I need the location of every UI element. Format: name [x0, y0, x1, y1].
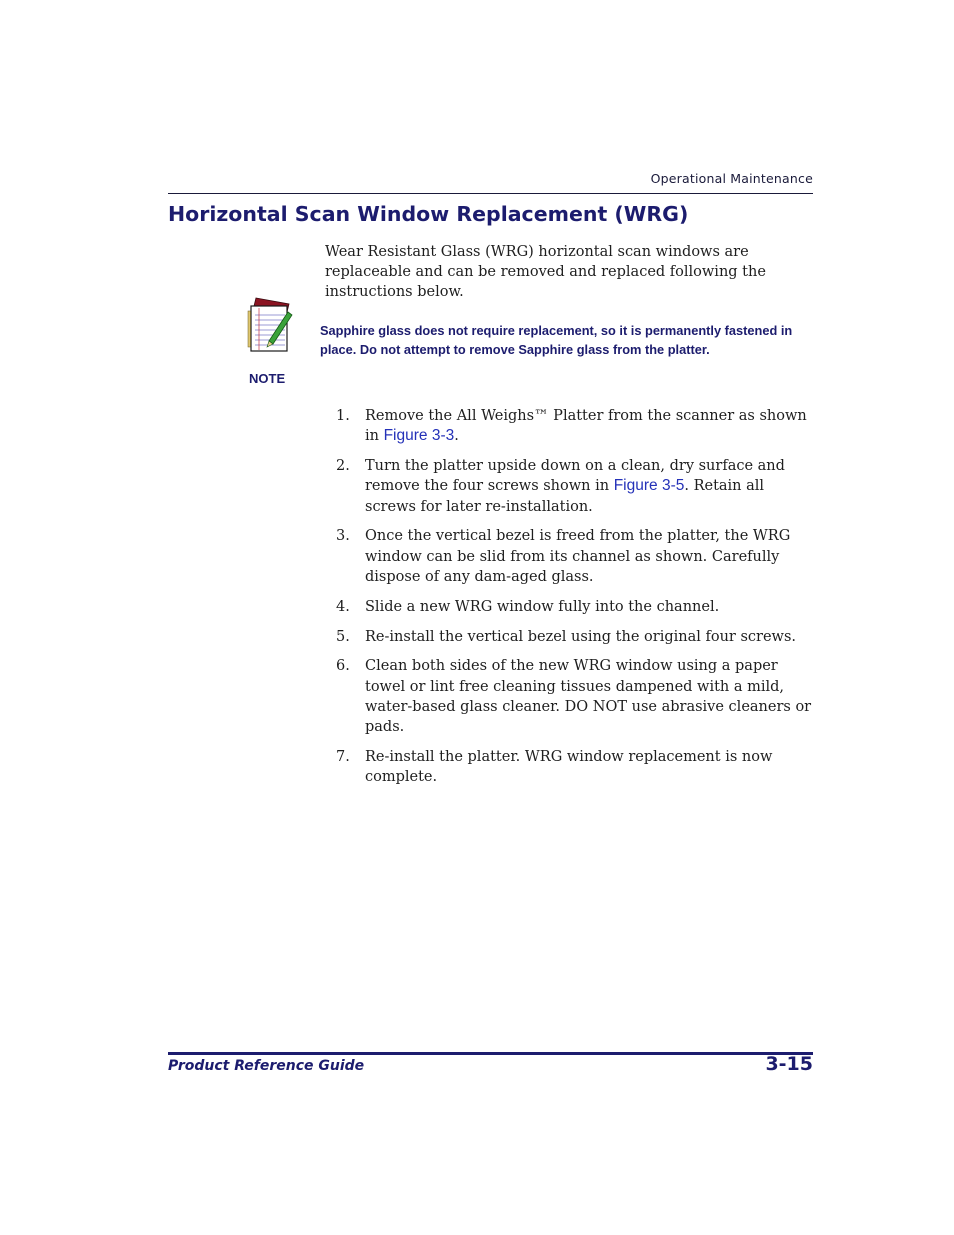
list-item	[336, 456, 816, 517]
running-header: Operational Maintenance	[650, 171, 813, 186]
step-text: Re-install the platter. WRG window replacement is now complete.	[365, 749, 773, 786]
step-number: 4.	[336, 598, 350, 615]
note-text: Sapphire glass does not require replacement, so it is permanently fastened in place. Do not attempt to remove Sapphire glass from the platter.	[320, 323, 793, 357]
notepad-pencil-icon	[247, 295, 293, 353]
step-text-tail: .	[454, 428, 459, 445]
step-text: Re-install the vertical bezel using the original four screws.	[365, 628, 796, 645]
list-item	[336, 406, 816, 447]
step-text: Slide a new WRG window fully into the channel.	[365, 598, 720, 615]
list-item	[336, 627, 816, 647]
step-number: 2.	[336, 458, 350, 475]
step-text: Remove the All Weighs™ Platter from the scanner as shown in	[365, 408, 807, 445]
step-text: Clean both sides of the new WRG window using a paper towel or lint free cleaning tissues dampened with a mild, water-based glass cleaner. DO NOT use abrasive cleaners or pads.	[365, 658, 812, 736]
step-text: Turn the platter upside down on a clean, dry surface and remove the four screws shown in	[365, 458, 785, 495]
page-number: 3-15	[765, 1053, 813, 1075]
step-text-tail: . Retain all screws for later re-installation.	[365, 478, 765, 515]
step-number: 3.	[336, 528, 350, 545]
list-item	[336, 597, 816, 617]
figure-link[interactable]: Figure 3-3	[383, 427, 455, 445]
footer-rule	[168, 1052, 813, 1055]
note-label: NOTE	[249, 371, 286, 386]
section-title: Horizontal Scan Window Replacement (WRG)	[168, 202, 689, 226]
step-text: Once the vertical bezel is freed from the platter, the WRG window can be slid from its channel as shown. Carefully dispose of any dam-aged glass.	[365, 528, 791, 586]
figure-link[interactable]: Figure 3-5	[613, 477, 685, 495]
intro-paragraph: Wear Resistant Glass (WRG) horizontal scan windows are replaceable and can be removed and replaced following the instructions below.	[325, 244, 766, 300]
step-number: 1.	[336, 408, 350, 424]
step-number: 6.	[336, 658, 350, 675]
procedure-steps	[336, 406, 816, 797]
header-rule	[168, 193, 813, 194]
list-item	[336, 656, 816, 737]
footer-guide-title: Product Reference Guide	[168, 1058, 365, 1074]
list-item	[336, 747, 816, 788]
step-number: 5.	[336, 628, 350, 645]
list-item	[336, 526, 816, 587]
step-number: 7.	[336, 749, 350, 766]
